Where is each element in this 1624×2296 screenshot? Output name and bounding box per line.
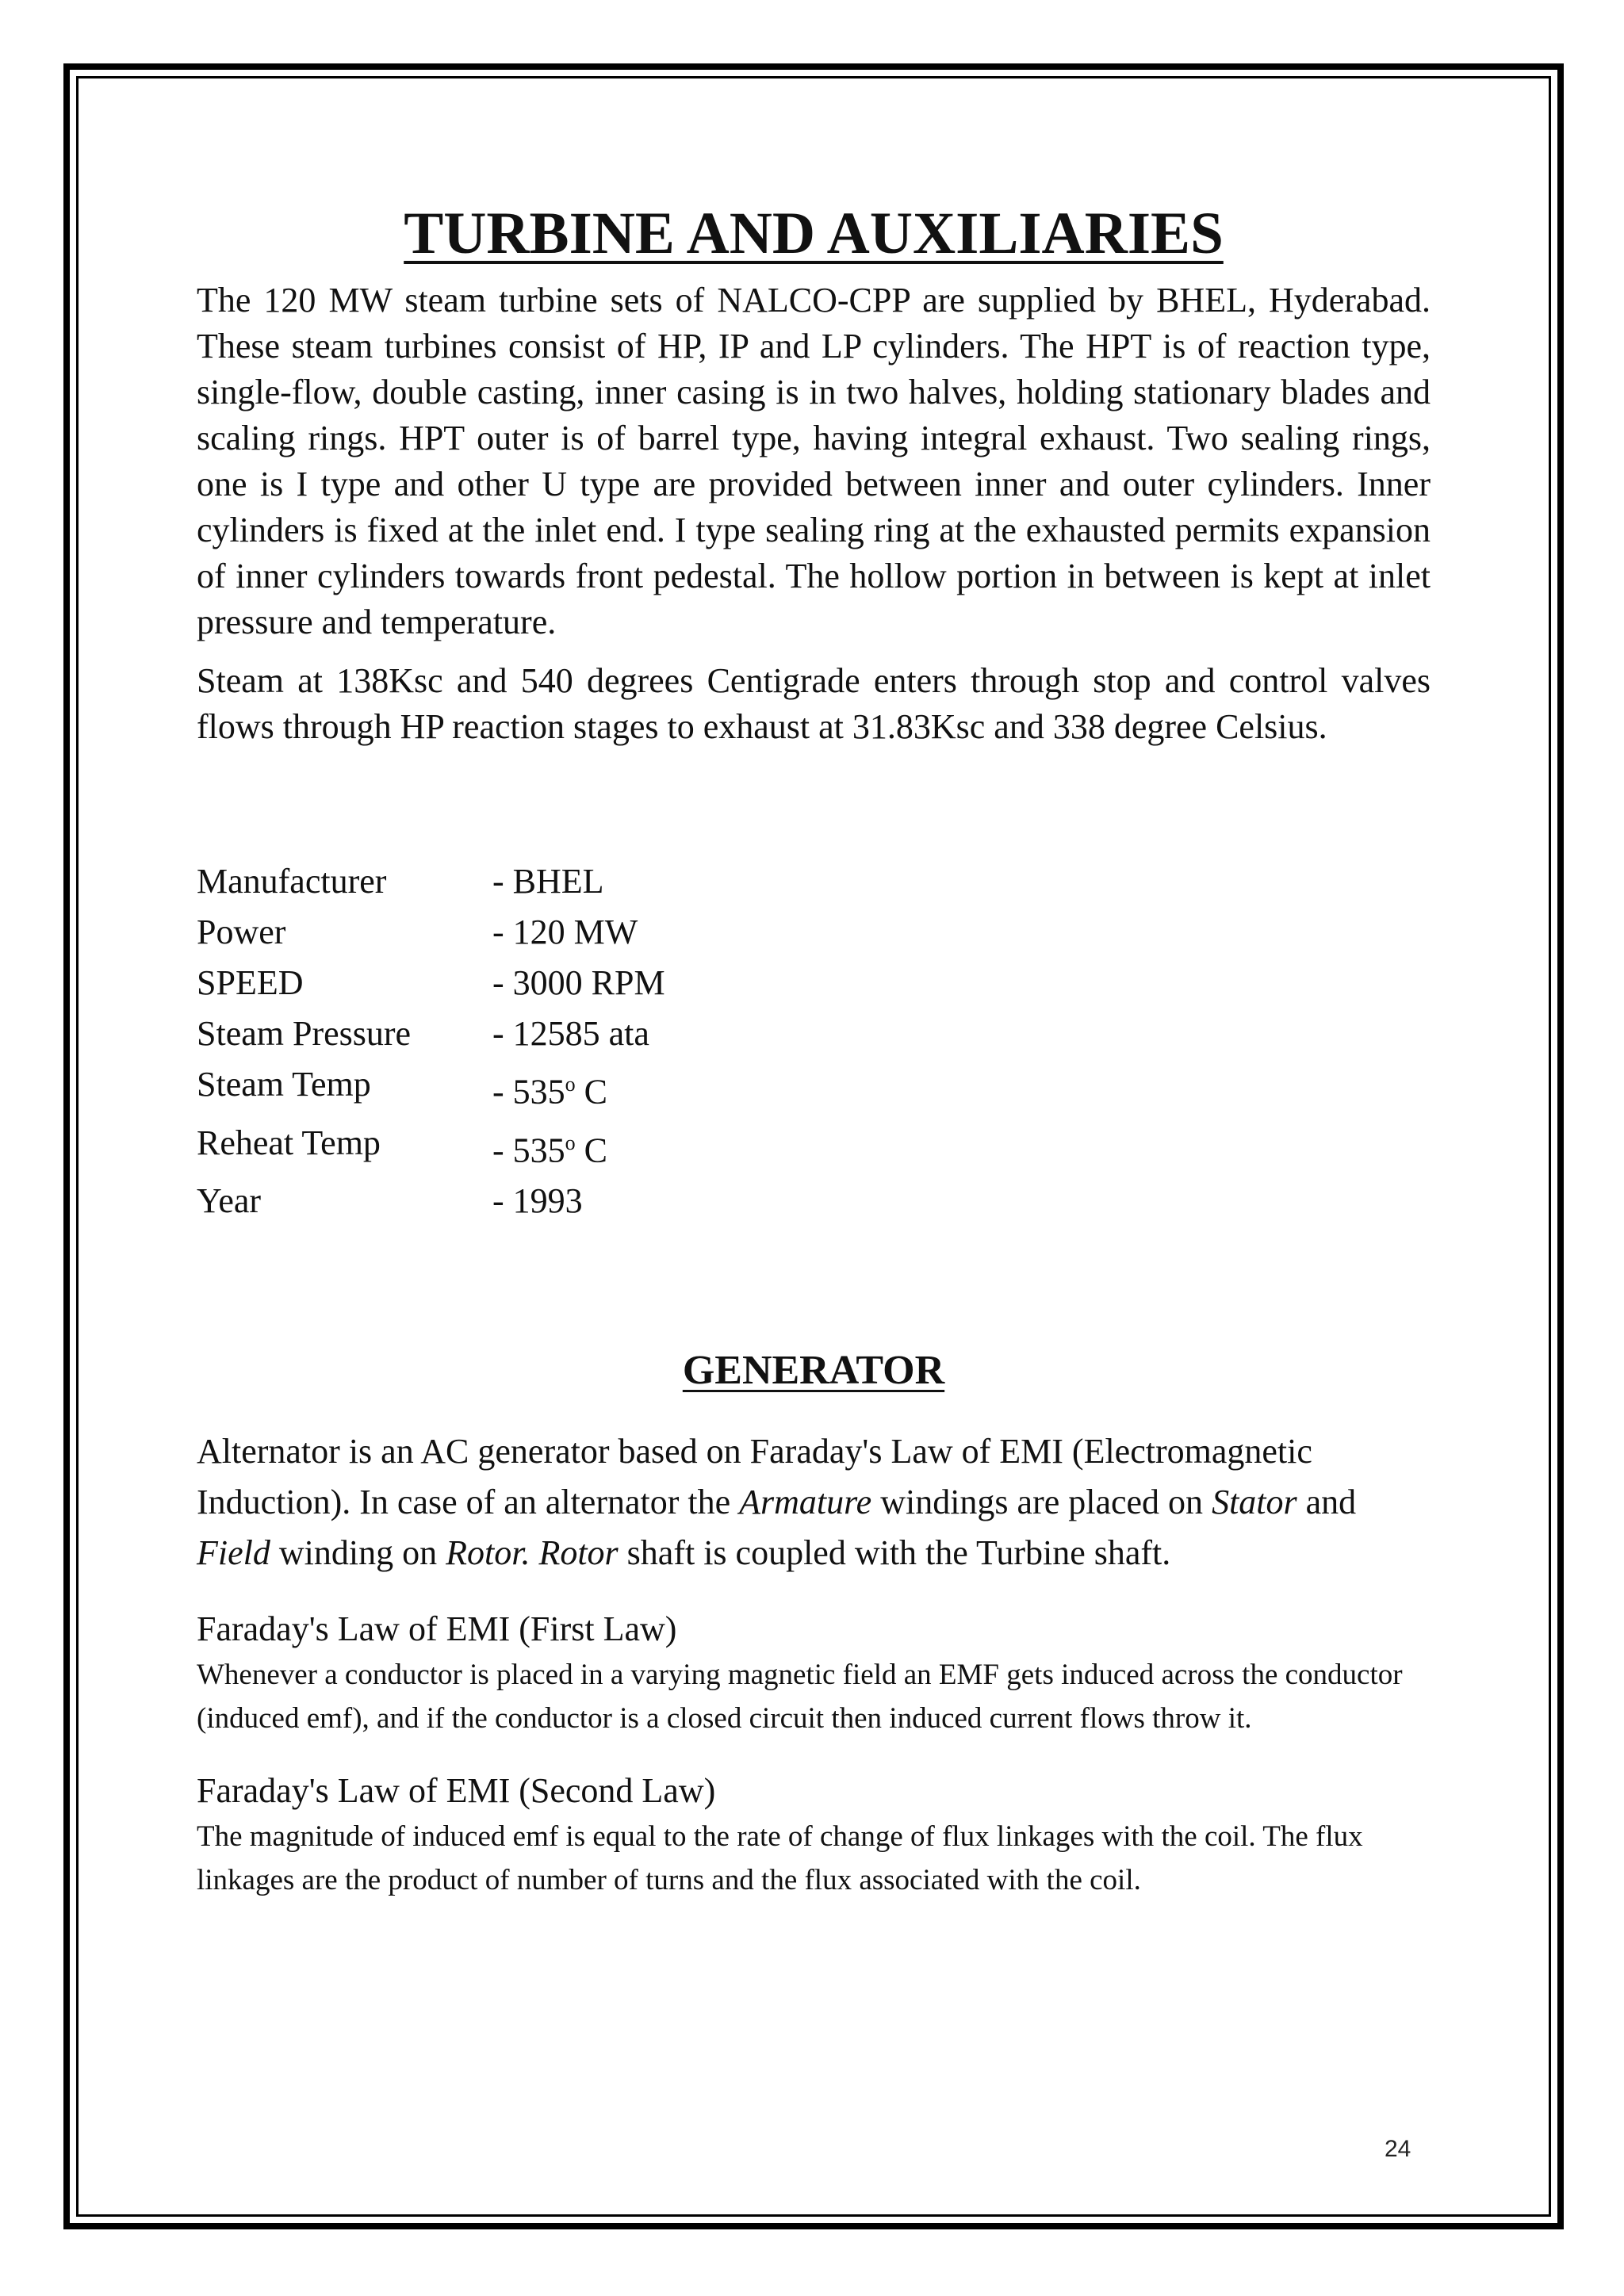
- text-run: and: [1297, 1483, 1357, 1522]
- degree-sup: o: [565, 1131, 576, 1154]
- spec-value: - BHEL: [492, 862, 604, 901]
- second-law-heading: Faraday's Law of EMI (Second Law): [197, 1771, 716, 1811]
- spec-label: Steam Pressure: [197, 1014, 412, 1053]
- spec-value: [492, 1059, 607, 1118]
- spec-value: - 3000 RPM: [492, 963, 665, 1002]
- italic-term: Field: [197, 1533, 270, 1573]
- intro-paragraph-2: Steam at 138Ksc and 540 degrees Centigrade enters through stop and control valves flows through HP reaction stages to exhaust at 31.83Ksc and 338 degree Celsius.: [197, 661, 1431, 746]
- italic-term: Armature: [739, 1483, 872, 1522]
- generator-paragraph: [197, 1426, 1431, 1578]
- spec-label: Power: [197, 913, 286, 951]
- page-number: 24: [1385, 2136, 1411, 2162]
- second-law-text: The magnitude of induced emf is equal to the rate of change of flux linkages with the coil. The flux linkages are the product of number of turns and the flux associated with the coil.: [197, 1820, 1363, 1897]
- spec-value: - 1993: [492, 1181, 583, 1221]
- spec-value-unit: C: [575, 1131, 608, 1170]
- spec-label: Manufacturer: [197, 862, 387, 901]
- spec-row-steam-temp: [197, 1059, 1431, 1118]
- page-title: TURBINE AND AUXILIARIES: [404, 201, 1224, 266]
- generator-title: GENERATOR: [682, 1348, 945, 1394]
- spec-table: [197, 856, 1431, 1226]
- spec-value: [492, 1118, 607, 1177]
- text-run: shaft is coupled with the Turbine shaft.: [618, 1533, 1171, 1573]
- intro-paragraph-1: The 120 MW steam turbine sets of NALCO-CPP are supplied by BHEL, Hyderabad. These steam turbines consist of HP, IP and LP cylinders. The HPT is of reaction type, single-flow, double casting, inner casing is in two halves, holding stationary blades and scaling rings. HPT outer is of barrel type, having integral exhaust. Two sealing rings, one is I type and other U type are provided between inner and outer cylinders. Inner cylinders is fixed at the inlet end. I type sealing ring at the exhausted permits expansion of inner cylinders towards front pedestal. The hollow portion in between is kept at inlet pressure and temperature.: [197, 281, 1431, 641]
- spec-label: Year: [197, 1181, 262, 1221]
- spec-row-speed: [197, 958, 1431, 1008]
- spec-value: - 120 MW: [492, 913, 638, 951]
- spec-label: SPEED: [197, 963, 304, 1002]
- italic-term: Rotor. Rotor: [446, 1533, 619, 1573]
- spec-row-manufacturer: [197, 856, 1431, 907]
- spec-value-number: - 535: [492, 1131, 565, 1170]
- spec-value: - 12585 ata: [492, 1014, 649, 1053]
- first-law-heading: Faraday's Law of EMI (First Law): [197, 1609, 677, 1649]
- text-run: Alternator is an AC generator based on Faraday's Law of EMI (Electromagnetic Induction). In case of an alternator the: [197, 1432, 1312, 1522]
- spec-row-reheat-temp: [197, 1118, 1431, 1177]
- text-run: windings are placed on: [871, 1483, 1212, 1522]
- spec-row-power: [197, 907, 1431, 958]
- spec-value-number: - 535: [492, 1072, 565, 1112]
- first-law-text: Whenever a conductor is placed in a varying magnetic field an EMF gets induced across the conductor (induced emf), and if the conductor is a closed circuit then induced current flows throw it.: [197, 1659, 1403, 1735]
- page-content: [197, 190, 1431, 1902]
- spec-value-unit: C: [575, 1072, 608, 1112]
- spec-label: Reheat Temp: [197, 1123, 381, 1162]
- spec-label: Steam Temp: [197, 1065, 371, 1104]
- italic-term: Stator: [1212, 1483, 1297, 1522]
- spec-row-steam-pressure: [197, 1008, 1431, 1059]
- text-run: winding on: [270, 1533, 446, 1573]
- spec-row-year: [197, 1176, 1431, 1226]
- degree-sup: o: [565, 1073, 576, 1096]
